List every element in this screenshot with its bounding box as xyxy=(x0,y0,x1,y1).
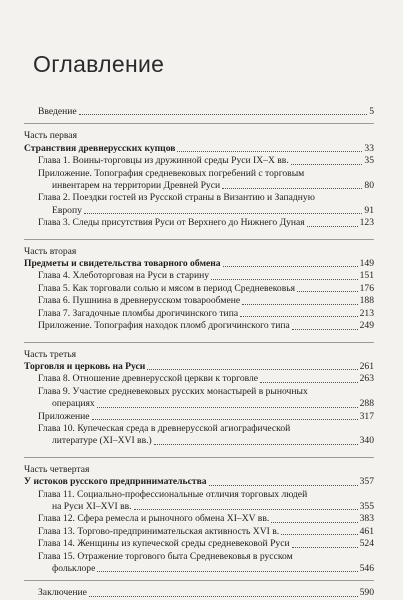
toc-entry-label: Приложение. Топография находок пломб дрогичинского типа xyxy=(38,320,290,332)
toc-entry[interactable] xyxy=(24,538,374,550)
section-divider xyxy=(24,457,374,458)
toc-page-number: 91 xyxy=(364,204,374,216)
toc-page-number: 461 xyxy=(359,525,374,537)
dot-leader xyxy=(240,316,358,317)
toc-entry-label: литературе (XI–XVI вв.) xyxy=(52,435,152,447)
toc-entry[interactable] xyxy=(24,563,374,575)
part-title: Торговля и церковь на Руси xyxy=(24,360,146,372)
toc-page-number: 35 xyxy=(364,155,374,167)
dot-leader xyxy=(291,164,363,165)
dot-leader xyxy=(292,329,358,330)
section-divider xyxy=(24,239,374,240)
toc-page-number: 176 xyxy=(359,282,374,294)
section-divider xyxy=(24,342,374,343)
toc-entry[interactable] xyxy=(24,411,374,423)
part-label: Часть вторая xyxy=(24,245,77,257)
part-heading[interactable] xyxy=(24,258,374,270)
toc-entry-line: Глава 2. Поездки гостей из Русской страны в Византию и Западную xyxy=(38,192,315,204)
toc-page-number: 383 xyxy=(359,513,374,525)
toc-entry-line: Глава 11. Социально-профессиональные отличия торговых людей xyxy=(38,488,308,500)
toc-entry-label: Глава 6. Пушнина в древнерусском товарообмене xyxy=(38,295,241,307)
dot-leader xyxy=(97,571,357,572)
toc-page-number: 80 xyxy=(364,180,374,192)
dot-leader xyxy=(242,304,357,305)
toc-entry-label: на Руси XI–XVI вв. xyxy=(52,500,132,512)
toc-page-number: 151 xyxy=(359,270,374,282)
dot-leader xyxy=(92,419,358,420)
toc-entry-label: Глава 5. Как торговали солью и мясом в период Средневековья xyxy=(38,282,296,294)
toc-page-number: 261 xyxy=(359,360,374,372)
toc-entry[interactable] xyxy=(24,283,374,295)
toc-entry[interactable] xyxy=(24,513,374,525)
toc-entry[interactable] xyxy=(24,373,374,385)
dot-leader xyxy=(147,369,357,370)
part-heading[interactable] xyxy=(24,143,374,155)
toc-entry[interactable] xyxy=(24,155,374,167)
toc-page-number: 149 xyxy=(359,258,374,270)
toc-entry-label: Глава 3. Следы присутствия Руси от Верхнего до Нижнего Дуная xyxy=(38,217,305,229)
dot-leader xyxy=(281,534,357,535)
dot-leader xyxy=(79,114,368,115)
toc-entry-intro[interactable] xyxy=(24,106,374,118)
toc-entry[interactable] xyxy=(24,205,374,217)
dot-leader xyxy=(154,444,358,445)
section-divider xyxy=(24,123,374,124)
part-title: У истоков русского предпринимательства xyxy=(24,476,207,488)
toc-entry-label: фольклоре xyxy=(52,563,96,574)
bleed-through-text xyxy=(28,4,381,13)
toc-page-number: 317 xyxy=(359,410,374,422)
toc-entry[interactable] xyxy=(24,435,374,447)
part-label: Часть первая xyxy=(24,130,77,142)
toc-entry[interactable] xyxy=(24,270,374,282)
toc-part xyxy=(24,457,374,576)
toc-page-number: 546 xyxy=(359,563,374,574)
toc-entry[interactable] xyxy=(24,320,374,332)
part-heading[interactable] xyxy=(24,476,374,488)
toc-page-number: 123 xyxy=(359,217,374,229)
dot-leader xyxy=(271,522,357,523)
toc-entry-label: Глава 4. Хлеботорговая на Руси в старину xyxy=(38,270,210,282)
dot-leader xyxy=(260,382,358,383)
dot-leader xyxy=(222,188,362,189)
page-title: Оглавление xyxy=(33,51,165,78)
part-title: Странствия древнерусских купцов xyxy=(24,142,176,154)
dot-leader xyxy=(211,279,358,280)
toc-entry-line: Глава 10. Купеческая среда в древнерусской агиографической xyxy=(38,422,291,434)
toc-entry-label: Глава 8. Отношение древнерусской церкви к торговле xyxy=(38,373,259,385)
toc-entry-label: Заключение xyxy=(38,587,87,599)
toc-page-number: 33 xyxy=(364,142,374,154)
dot-leader xyxy=(89,596,358,597)
toc-entry-label: Глава 13. Торгово-предпринимательская активность XVI в. xyxy=(38,525,280,537)
toc-entry-line: Глава 15. Отражение торгового быта Средневековья в русском xyxy=(38,550,293,562)
toc-entry[interactable] xyxy=(24,501,374,513)
toc-page-number: 249 xyxy=(359,320,374,332)
toc-entry-label: операциях xyxy=(52,398,95,410)
toc-page-number: 340 xyxy=(359,435,374,447)
toc-entry-conclusion[interactable] xyxy=(24,587,374,599)
dot-leader xyxy=(97,407,358,408)
table-of-contents xyxy=(24,100,374,600)
toc-entry[interactable] xyxy=(24,180,374,192)
toc-entry-line: Приложение. Топография средневековых погребений с торговым xyxy=(38,167,305,179)
toc-entry-line: Глава 9. Участие средневековых русских монастырей в рыночных xyxy=(38,385,308,397)
toc-entry-label: Глава 14. Женщины из купеческой среды средневековой Руси xyxy=(38,538,290,550)
dot-leader xyxy=(297,291,358,292)
toc-page-number: 5 xyxy=(369,106,374,117)
dot-leader xyxy=(223,266,358,267)
toc-parts xyxy=(24,130,374,575)
toc-part xyxy=(24,130,374,229)
dot-leader xyxy=(134,509,358,510)
toc-part xyxy=(24,342,374,448)
toc-entry[interactable] xyxy=(24,217,374,229)
toc-page-number: 213 xyxy=(359,307,374,319)
toc-entry[interactable] xyxy=(24,308,374,320)
toc-entry-label: Приложение xyxy=(38,410,90,422)
toc-page-number: 263 xyxy=(359,373,374,385)
toc-entry-label: Глава 1. Воины-торговцы из дружинной среды Руси IX–X вв. xyxy=(38,155,289,167)
toc-entry-label: инвентарем на территории Древней Руси xyxy=(52,180,221,192)
toc-page-number: 355 xyxy=(359,500,374,512)
toc-entry[interactable] xyxy=(24,295,374,307)
toc-entry-label: Глава 7. Загадочные пломбы дрогичинского типа xyxy=(38,307,239,319)
toc-page-number: 288 xyxy=(359,398,374,410)
part-heading[interactable] xyxy=(24,361,374,373)
toc-page-number: 188 xyxy=(359,295,374,307)
toc-entry-label: Глава 12. Сфера ремесла и рыночного обмена XI–XV вв. xyxy=(38,513,270,525)
part-title: Предметы и свидетельства товарного обмена xyxy=(24,258,221,270)
dot-leader xyxy=(307,226,358,227)
toc-entry[interactable] xyxy=(24,526,374,538)
toc-page-number: 357 xyxy=(359,476,374,488)
dot-leader xyxy=(209,485,358,486)
section-divider xyxy=(24,580,374,581)
part-label: Часть четвертая xyxy=(24,463,90,475)
toc-page-number: 590 xyxy=(359,587,374,599)
toc-entry-label: Европу xyxy=(52,204,82,216)
dot-leader xyxy=(84,213,362,214)
dot-leader xyxy=(292,547,358,548)
dot-leader xyxy=(177,151,362,152)
toc-page-number: 524 xyxy=(359,538,374,550)
toc-entry[interactable] xyxy=(24,398,374,410)
toc-entry-label: Введение xyxy=(38,106,77,117)
toc-part xyxy=(24,239,374,333)
part-label: Часть третья xyxy=(24,348,77,360)
